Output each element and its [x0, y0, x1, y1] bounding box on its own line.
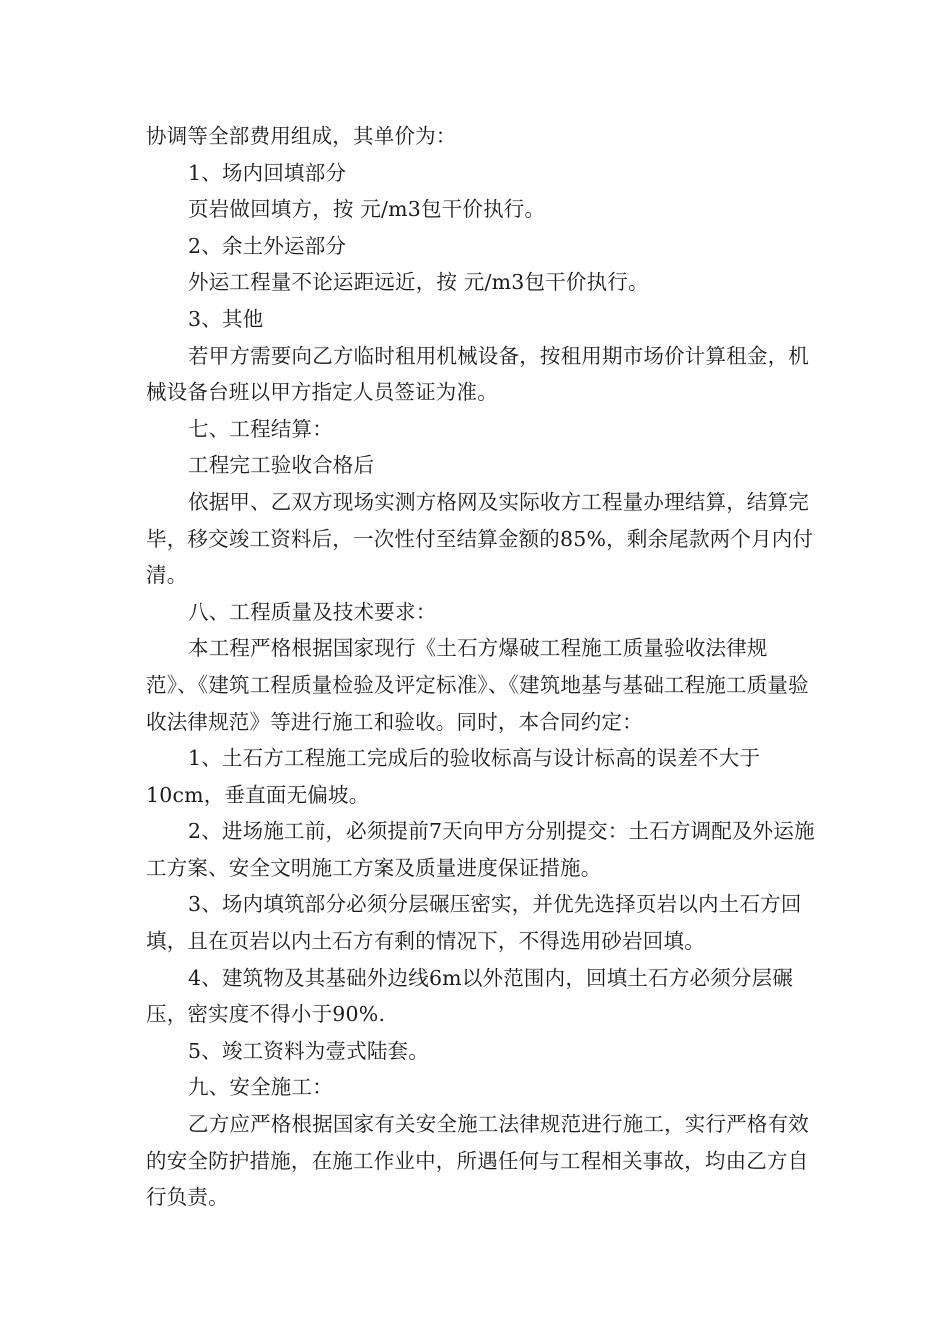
paragraph-6: 3、其他: [188, 306, 264, 331]
paragraph-14: 2、进场施工前，必须提前7天向甲方分别提交：土石方调配及外运施工方案、安全文明施工方案及质量进度保证措施。: [146, 819, 815, 880]
paragraph-10: 依据甲、乙双方现场实测方格网及实际收方工程量办理结算，结算完毕，移交竣工资料后，一次性付至结算金额的85%，剩余尾款两个月内付清。: [146, 489, 814, 588]
section-heading-quality: 八、工程质量及技术要求：: [188, 599, 437, 624]
paragraph-9: 工程完工验收合格后: [188, 453, 375, 478]
paragraph-2: 1、场内回填部分: [188, 160, 347, 185]
paragraph-15: 3、场内填筑部分必须分层碾压密实，并优先选择页岩以内土石方回填，且在页岩以内土石方有剩的情况下，不得选用砂岩回填。: [146, 892, 802, 954]
paragraph-19: 乙方应严格根据国家有关安全施工法律规范进行施工，实行严格有效的安全防护措施，在施工作业中，所遇任何与工程相关事故，均由乙方自行负责。: [146, 1112, 809, 1210]
paragraph-7: 若甲方需要向乙方临时租用机械设备，按租用期市场价计算租金，机械设备台班以甲方指定人员签证为准。: [146, 343, 809, 405]
section-heading-settlement: 七、工程结算：: [188, 416, 333, 441]
paragraph-1: 协调等全部费用组成，其单价为：: [146, 124, 457, 148]
paragraph-4: 2、余土外运部分: [188, 233, 347, 258]
paragraph-12: 本工程严格根据国家现行《土石方爆破工程施工质量验收法律规范》、《建筑工程质量检验及评定标准》、《建筑地基与基础工程施工质量验收法律规范》等进行施工和验收。同时，本合同约定：: [146, 636, 809, 734]
paragraph-5: 外运工程量不论运距远近，按 元/m3包干价执行。: [188, 270, 649, 295]
paragraph-13: 1、土石方工程施工完成后的验收标高与设计标高的误差不大于10cm，垂直面无偏坡。: [146, 746, 761, 807]
section-heading-safety: 九、安全施工：: [188, 1075, 333, 1100]
document-body: [146, 118, 818, 1216]
paragraph-17: 5、竣工资料为壹式陆套。: [188, 1038, 429, 1063]
paragraph-3: 页岩做回填方，按 元/m3包干价执行。: [188, 197, 546, 222]
paragraph-16: 4、建筑物及其基础外边线6m以外范围内，回填土石方必须分层碾压，密实度不得小于90%.: [146, 965, 794, 1027]
